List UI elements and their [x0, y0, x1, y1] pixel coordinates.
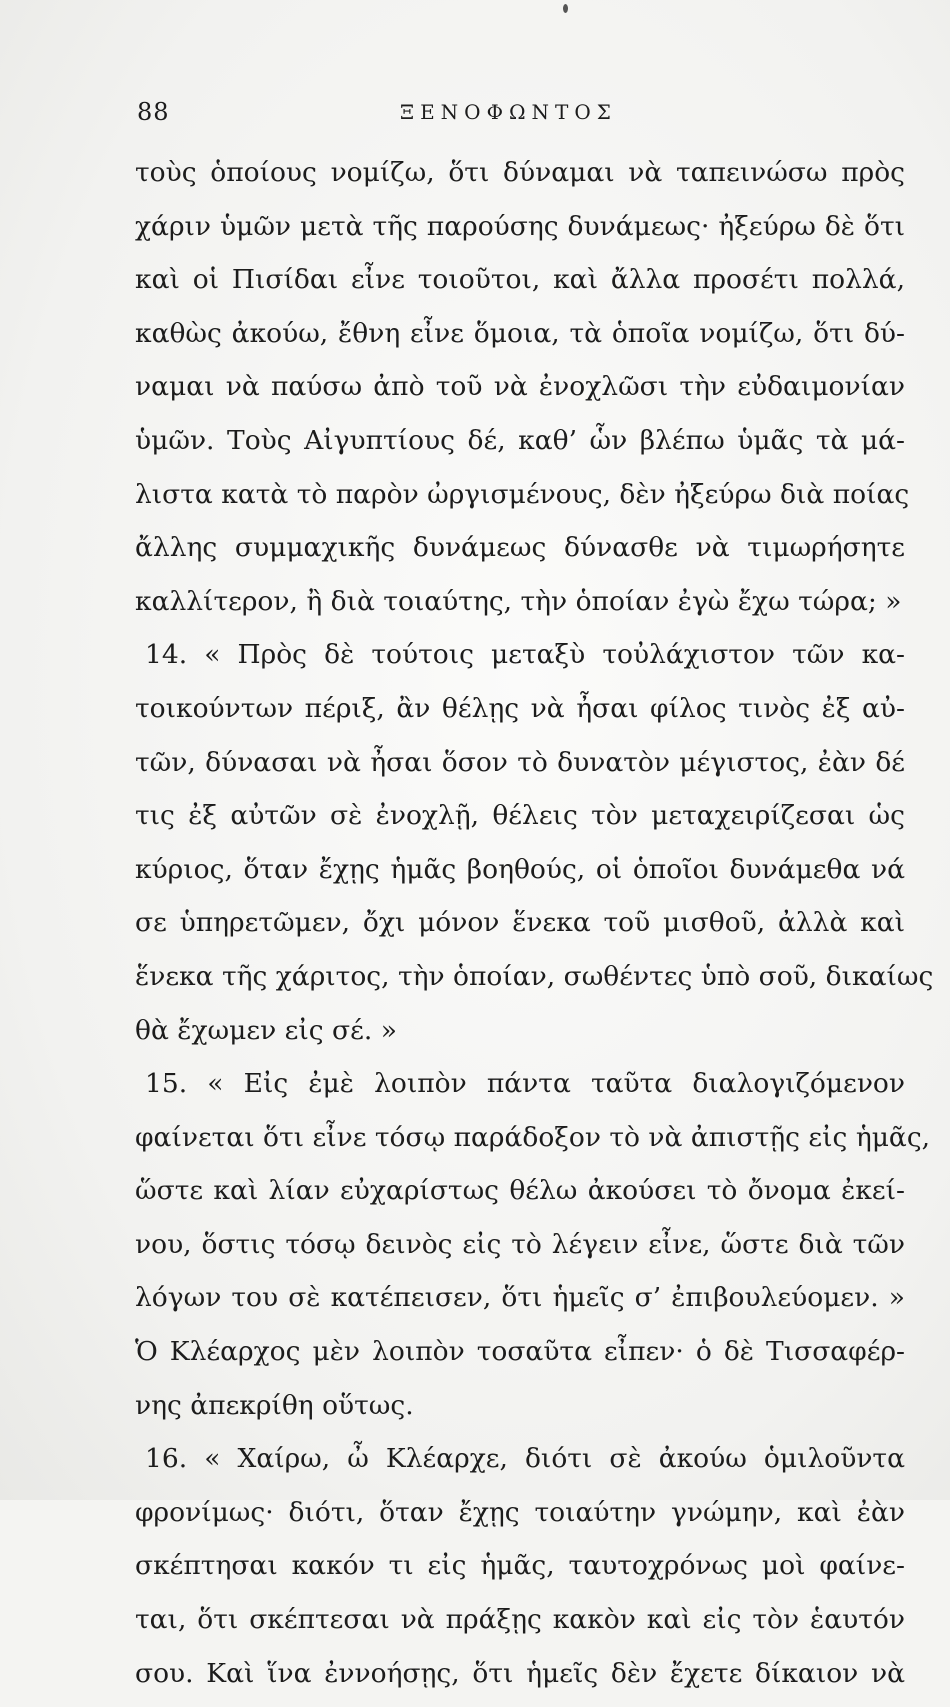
text-line: λιστα κατὰ τὸ παρὸν ὠργισμένους, δὲν ἠξεύρω διὰ ποίας: [135, 478, 910, 510]
text-line: ἕνεκα τῆς χάριτος, τὴν ὁποίαν, σωθέντες ὑπὸ σοῦ, δικαίως: [135, 960, 934, 992]
text-line: τοικούντων πέριξ, ἂν θέλῃς νὰ ἦσαι φίλος τινὸς ἐξ αὐ-: [135, 692, 905, 724]
text-line: 16. « Χαίρω, ὦ Κλέαρχε, διότι σὲ ἀκούω ὁμιλοῦντα: [145, 1443, 905, 1475]
text-line: ναμαι νὰ παύσω ἀπὸ τοῦ νὰ ἐνοχλῶσι τὴν εὐδαιμονίαν: [135, 371, 905, 403]
text-line: τις ἐξ αὐτῶν σὲ ἐνοχλῇ, θέλεις τὸν μεταχειρίζεσαι ὡς: [135, 800, 905, 832]
text-line: σκέπτησαι κακόν τι εἰς ἡμᾶς, ταυτοχρόνως μοὶ φαίνε-: [135, 1550, 905, 1582]
ink-speck: [563, 4, 568, 13]
page-header: [137, 98, 907, 134]
text-line: σου. Καὶ ἵνα ἐννοήσῃς, ὅτι ἡμεῖς δὲν ἔχετε δίκαιον νὰ: [135, 1657, 905, 1689]
text-line: νης ἀπεκρίθη οὕτως.: [135, 1389, 414, 1421]
text-line: ὑμῶν. Τοὺς Αἰγυπτίους δέ, καθ’ ὧν βλέπω ὑμᾶς τὰ μά-: [135, 424, 905, 456]
text-line: καθὼς ἀκούω, ἔθνη εἶνε ὅμοια, τὰ ὁποῖα νομίζω, ὅτι δύ-: [135, 317, 905, 349]
body-text: [135, 153, 934, 1707]
text-line: νου, ὅστις τόσῳ δεινὸς εἰς τὸ λέγειν εἶνε, ὥστε διὰ τῶν: [135, 1228, 905, 1260]
text-line: κύριος, ὅταν ἔχῃς ἡμᾶς βοηθούς, οἱ ὁποῖοι δυνάμεθα νά: [135, 853, 905, 885]
text-line: καλλίτερον, ἢ διὰ τοιαύτης, τὴν ὁποίαν ἐγὼ ἔχω τώρα; »: [135, 585, 902, 617]
text-line: θὰ ἔχωμεν εἰς σέ. »: [135, 1014, 397, 1046]
page-number: 88: [137, 98, 170, 126]
text-line: σε ὑπηρετῶμεν, ὄχι μόνον ἕνεκα τοῦ μισθοῦ, ἀλλὰ καὶ: [135, 907, 905, 939]
text-line: τοὺς ὁποίους νομίζω, ὅτι δύναμαι νὰ ταπεινώσω πρὸς: [135, 157, 905, 188]
text-line: ἄλλης συμμαχικῆς δυνάμεως δύνασθε νὰ τιμωρήσητε: [135, 532, 905, 564]
text-line: λόγων του σὲ κατέπεισεν, ὅτι ἡμεῖς σ’ ἐπιβουλεύομεν. »: [135, 1282, 905, 1314]
text-line: 15. « Εἰς ἐμὲ λοιπὸν πάντα ταῦτα διαλογιζόμενον: [145, 1068, 905, 1100]
text-line: ται, ὅτι σκέπτεσαι νὰ πράξῃς κακὸν καὶ εἰς τὸν ἑαυτόν: [135, 1604, 905, 1636]
text-line: τῶν, δύνασαι νὰ ἦσαι ὅσον τὸ δυνατὸν μέγιστος, ἐὰν δέ: [135, 746, 905, 778]
text-line: φαίνεται ὅτι εἶνε τόσῳ παράδοξον τὸ νὰ ἀπιστῇς εἰς ἡμᾶς,: [135, 1121, 931, 1153]
text-line: φρονίμως· διότι, ὅταν ἔχῃς τοιαύτην γνώμην, καὶ ἐὰν: [135, 1496, 905, 1528]
running-title: ΞΕΝΟΦΩΝΤΟΣ: [400, 100, 617, 124]
text-line: ὥστε καὶ λίαν εὐχαρίστως θέλω ἀκούσει τὸ ὄνομα ἐκεί-: [135, 1175, 905, 1207]
text-line: καὶ οἱ Πισίδαι εἶνε τοιοῦτοι, καὶ ἄλλα προσέτι πολλά,: [135, 264, 905, 296]
text-line: 14. « Πρὸς δὲ τούτοις μεταξὺ τοὐλάχιστον τῶν κα-: [145, 639, 905, 671]
text-line: Ὁ Κλέαρχος μὲν λοιπὸν τοσαῦτα εἶπεν· ὁ δὲ Τισσαφέρ-: [135, 1336, 905, 1368]
text-line: χάριν ὑμῶν μετὰ τῆς παρούσης δυνάμεως· ἠξεύρω δὲ ὅτι: [135, 210, 905, 242]
